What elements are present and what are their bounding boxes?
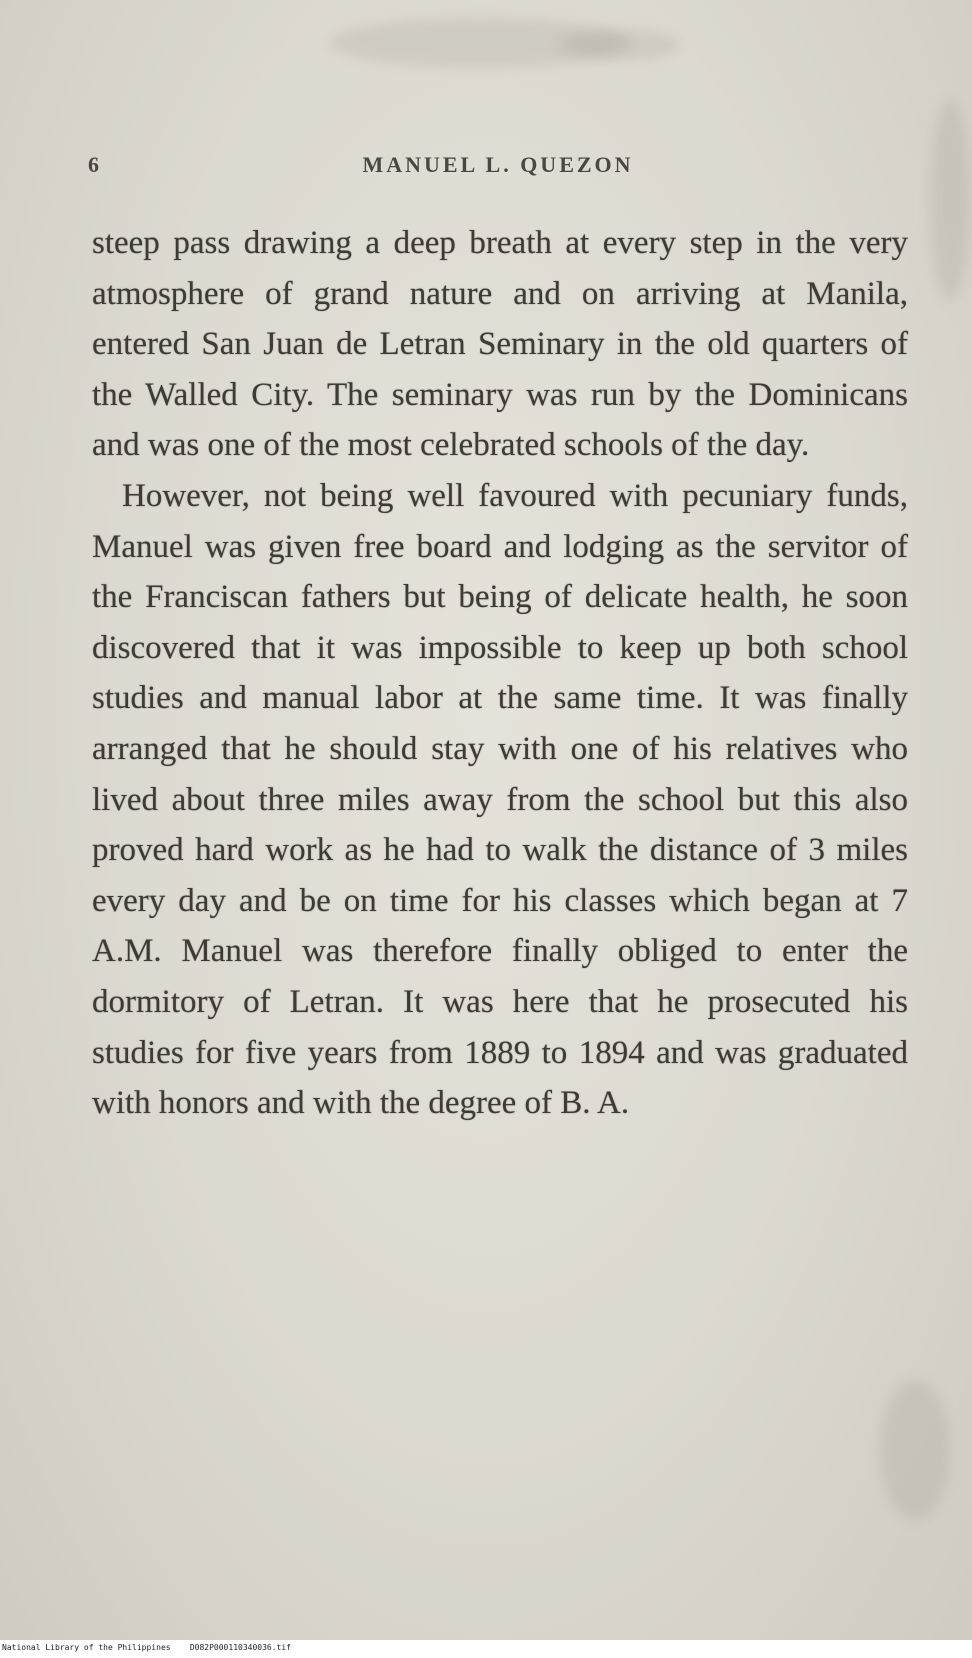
scan-footer <box>0 1640 972 1658</box>
scan-footer-text: National Library of the Philippines D082P000110340036.tif <box>2 1643 291 1652</box>
page-number: 6 <box>88 152 99 177</box>
paragraph: However, not being well favoured with pecuniary funds, Manuel was given free board and lodging as the servitor of the Franciscan fathers but being of delicate health, he soon discovered that it was impossible to keep up both school studies and manual labor at the same time. It was finally arranged that he should stay with one of his relatives who lived about three miles away from the school but this also proved hard work as he had to walk the distance of 3 miles every day and be on time for his classes which began at 7 A.M. Manuel was therefore finally obliged to enter the dormitory of Letran. It was here that he prosecuted his studies for five years from 1889 to 1894 and was graduated with honors and with the degree of B. A. <box>92 477 908 1122</box>
page-header <box>88 152 908 188</box>
running-title: MANUEL L. QUEZON <box>362 152 634 177</box>
paper-stain <box>880 1380 950 1520</box>
paragraph: steep pass drawing a deep breath at every step in the very atmosphere of grand nature and on arriving at Manila, entered San Juan de Letran Seminary in the old quarters of the Walled City. The seminary was run by the Dominicans and was one of the most celebrated schools of the day. <box>92 225 908 464</box>
paper-edge-shadow <box>930 100 970 300</box>
paper-stain <box>560 30 680 60</box>
body-text <box>92 218 908 1129</box>
